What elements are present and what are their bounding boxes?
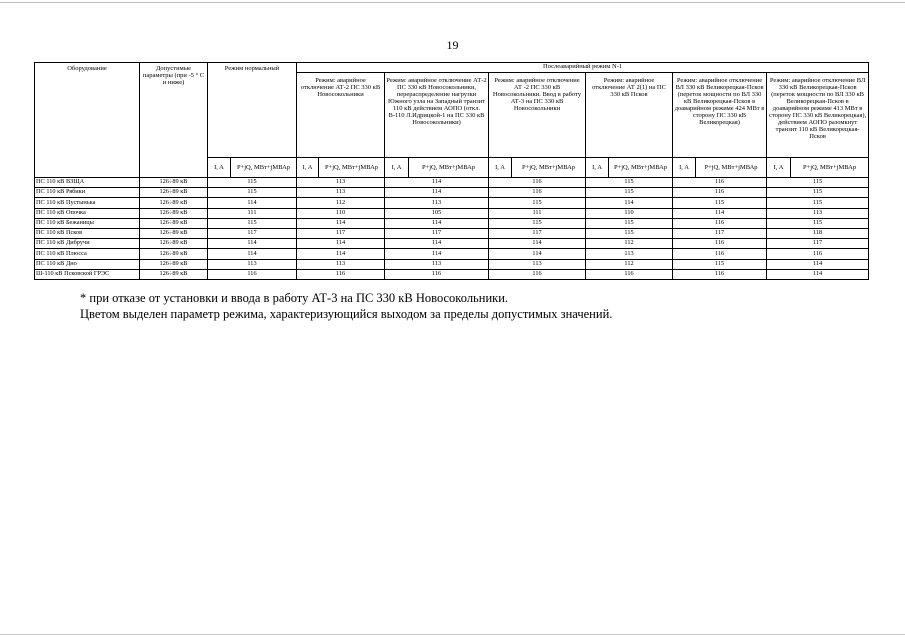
station-name-cell: ПС 110 кВ Рябики [35, 188, 140, 198]
voltage-value-cell: 115 [208, 218, 297, 228]
allowed-range-cell: 126÷89 кВ [140, 178, 208, 188]
subheader-power: P+jQ, МВт+jМВАр [231, 158, 297, 178]
voltage-value-cell: 114 [489, 239, 586, 249]
table-row [35, 269, 869, 279]
voltage-value-cell: 105 [385, 208, 489, 218]
voltage-value-cell: 114 [673, 208, 767, 218]
voltage-value-cell: 116 [673, 239, 767, 249]
voltage-value-cell: 115 [673, 198, 767, 208]
subheader-power: P+jQ, МВт+jМВАр [512, 158, 586, 178]
voltage-value-cell: 113 [297, 259, 385, 269]
voltage-value-cell: 115 [586, 228, 673, 238]
voltage-value-cell: 115 [767, 218, 869, 228]
allowed-range-cell: 126÷89 кВ [140, 239, 208, 249]
subheader-current: I, A [489, 158, 512, 178]
station-name-cell: ПС 110 кВ Пустынька [35, 198, 140, 208]
allowed-range-cell: 126÷89 кВ [140, 249, 208, 259]
voltage-value-cell: 118 [767, 228, 869, 238]
allowed-range-cell: 126÷89 кВ [140, 208, 208, 218]
color-note: Цветом выделен параметр режима, характеризующийся выходом за пределы допустимых значений. [80, 307, 613, 321]
subheader-current: I, A [767, 158, 791, 178]
voltage-value-cell: 116 [489, 178, 586, 188]
voltage-value-cell: 114 [385, 188, 489, 198]
voltage-value-cell: 117 [673, 228, 767, 238]
station-name-cell: Ш-110 кВ Псковской ГРЭС [35, 269, 140, 279]
voltage-value-cell: 116 [673, 188, 767, 198]
voltage-value-cell: 115 [586, 218, 673, 228]
allowed-range-cell: 126÷89 кВ [140, 188, 208, 198]
voltage-value-cell: 114 [208, 198, 297, 208]
subheader-power: P+jQ, МВт+jМВАр [696, 158, 767, 178]
voltage-value-cell: 111 [208, 208, 297, 218]
scenario-header: Режим: аварийное отключение АТ-2 ПС 330 кВ Новосокольники, перераспределение нагрузки Южного узла на Западный транзит 110 кВ действием АОПО (откл. В-110 Л.Идрицкой-1 на ПС 330 кВ Новосокольники) [385, 73, 489, 158]
voltage-value-cell: 113 [586, 249, 673, 259]
voltage-value-cell: 116 [586, 269, 673, 279]
voltage-value-cell: 116 [489, 269, 586, 279]
voltage-value-cell: 113 [767, 208, 869, 218]
voltage-value-cell: 116 [673, 178, 767, 188]
voltage-value-cell: 110 [586, 208, 673, 218]
subheader-power: P+jQ, МВт+jМВАр [609, 158, 673, 178]
table-row [35, 239, 869, 249]
voltage-value-cell: 112 [297, 198, 385, 208]
subheader-current: I, A [297, 158, 319, 178]
table-row [35, 178, 869, 188]
voltage-value-cell: 116 [767, 249, 869, 259]
voltage-value-cell: 117 [208, 228, 297, 238]
voltage-value-cell: 117 [489, 228, 586, 238]
voltage-value-cell: 115 [586, 178, 673, 188]
allowed-range-cell: 126÷89 кВ [140, 269, 208, 279]
page-bottom-edge [0, 634, 905, 635]
voltage-value-cell: 117 [385, 228, 489, 238]
header-post-emergency: Послеаварийный режим N-1 [297, 63, 869, 73]
scenario-header: Режим: аварийное отключение АТ 2(1) на ПС 330 кВ Псков [586, 73, 673, 158]
voltage-value-cell: 114 [385, 178, 489, 188]
voltage-value-cell: 113 [489, 259, 586, 269]
voltage-value-cell: 114 [297, 239, 385, 249]
allowed-range-cell: 126÷89 кВ [140, 198, 208, 208]
station-name-cell: ПС 110 кВ ВЗЩА [35, 178, 140, 188]
voltage-value-cell: 111 [489, 208, 586, 218]
page-number: 19 [446, 38, 459, 52]
voltage-value-cell: 113 [208, 259, 297, 269]
subheader-power: P+jQ, МВт+jМВАр [791, 158, 869, 178]
table-row [35, 218, 869, 228]
voltage-table [34, 62, 869, 280]
station-name-cell: ПС 110 кВ Плюсса [35, 249, 140, 259]
voltage-value-cell: 112 [586, 259, 673, 269]
scenario-header: Режим: аварийное отключение АТ-2 ПС 330 кВ Новосокольники [297, 73, 385, 158]
footnote: * при отказе от установки и ввода в работу АТ-3 на ПС 330 кВ Новосокольники. [80, 291, 509, 305]
station-name-cell: ПС 110 кВ Дибручи [35, 239, 140, 249]
voltage-value-cell: 110 [297, 208, 385, 218]
subheader-power: P+jQ, МВт+jМВАр [409, 158, 489, 178]
voltage-value-cell: 116 [208, 269, 297, 279]
voltage-value-cell: 115 [208, 188, 297, 198]
table-row [35, 228, 869, 238]
voltage-value-cell: 115 [673, 259, 767, 269]
voltage-value-cell: 117 [297, 228, 385, 238]
subheader-current: I, A [208, 158, 231, 178]
allowed-range-cell: 126÷89 кВ [140, 218, 208, 228]
voltage-value-cell: 114 [489, 249, 586, 259]
subheader-current: I, A [385, 158, 409, 178]
voltage-value-cell: 116 [385, 269, 489, 279]
station-name-cell: ПС 110 кВ Псков [35, 228, 140, 238]
voltage-value-cell: 117 [767, 239, 869, 249]
station-name-cell: ПС 110 кВ Дно [35, 259, 140, 269]
table-row [35, 259, 869, 269]
voltage-value-cell: 112 [586, 239, 673, 249]
voltage-value-cell: 116 [673, 249, 767, 259]
voltage-value-cell: 113 [297, 178, 385, 188]
allowed-range-cell: 126÷89 кВ [140, 259, 208, 269]
scenario-header: Режим: аварийное отключение АТ -2 ПС 330 кВ Новосокольники. Ввод в работу АТ-3 на ПС 330 кВ Новосокольники [489, 73, 586, 158]
voltage-value-cell: 114 [767, 259, 869, 269]
notes [80, 290, 612, 322]
scenario-header: Режим: аварийное отключение ВЛ 330 кВ Великорецкая-Псков (переток мощности по ВЛ 330 кВ Великорецкая-Псков в доаварийном режиме 413 МВт в сторону ПС 330 кВ Великорецкая), действием АОПО разомкнут транзит 110 кВ Великорецкая-Псков [767, 73, 869, 158]
voltage-value-cell: 115 [767, 198, 869, 208]
header-equipment: Оборудование [35, 63, 140, 178]
station-name-cell: ПС 110 кВ Бежаницы [35, 218, 140, 228]
header-allowed-params: Допустимые параметры (при -5 ° С и ниже) [140, 63, 208, 178]
voltage-value-cell: 115 [767, 178, 869, 188]
voltage-value-cell: 114 [385, 218, 489, 228]
table-body [35, 178, 869, 280]
table-row [35, 208, 869, 218]
voltage-value-cell: 113 [385, 259, 489, 269]
voltage-value-cell: 115 [489, 198, 586, 208]
table-row [35, 198, 869, 208]
voltage-value-cell: 116 [673, 269, 767, 279]
subheader-current: I, A [673, 158, 696, 178]
voltage-value-cell: 114 [586, 198, 673, 208]
voltage-value-cell: 114 [385, 249, 489, 259]
scenario-header: Режим: аварийное отключение ВЛ 330 кВ Великорецкая-Псков (переток мощности по ВЛ 330 кВ Великорецкая-Псков в доаварийном режиме 424 МВт в сторону ПС 330 кВ Великорецкая) [673, 73, 767, 158]
table-row [35, 188, 869, 198]
voltage-value-cell: 116 [489, 188, 586, 198]
voltage-value-cell: 116 [297, 269, 385, 279]
table-row [35, 249, 869, 259]
voltage-value-cell: 113 [297, 188, 385, 198]
voltage-value-cell: 115 [208, 178, 297, 188]
station-name-cell: ПС 110 кВ Опочка [35, 208, 140, 218]
voltage-value-cell: 116 [673, 218, 767, 228]
voltage-value-cell: 113 [385, 198, 489, 208]
voltage-value-cell: 114 [297, 249, 385, 259]
voltage-value-cell: 114 [767, 269, 869, 279]
page-top-edge [0, 2, 905, 3]
voltage-value-cell: 115 [767, 188, 869, 198]
voltage-value-cell: 114 [297, 218, 385, 228]
voltage-value-cell: 115 [489, 218, 586, 228]
voltage-value-cell: 115 [586, 188, 673, 198]
voltage-value-cell: 114 [208, 249, 297, 259]
subheader-power: P+jQ, МВт+jМВАр [319, 158, 385, 178]
allowed-range-cell: 126÷89 кВ [140, 228, 208, 238]
header-normal-mode: Режим нормальный [208, 63, 297, 158]
subheader-current: I, A [586, 158, 609, 178]
voltage-value-cell: 114 [208, 239, 297, 249]
voltage-value-cell: 114 [385, 239, 489, 249]
